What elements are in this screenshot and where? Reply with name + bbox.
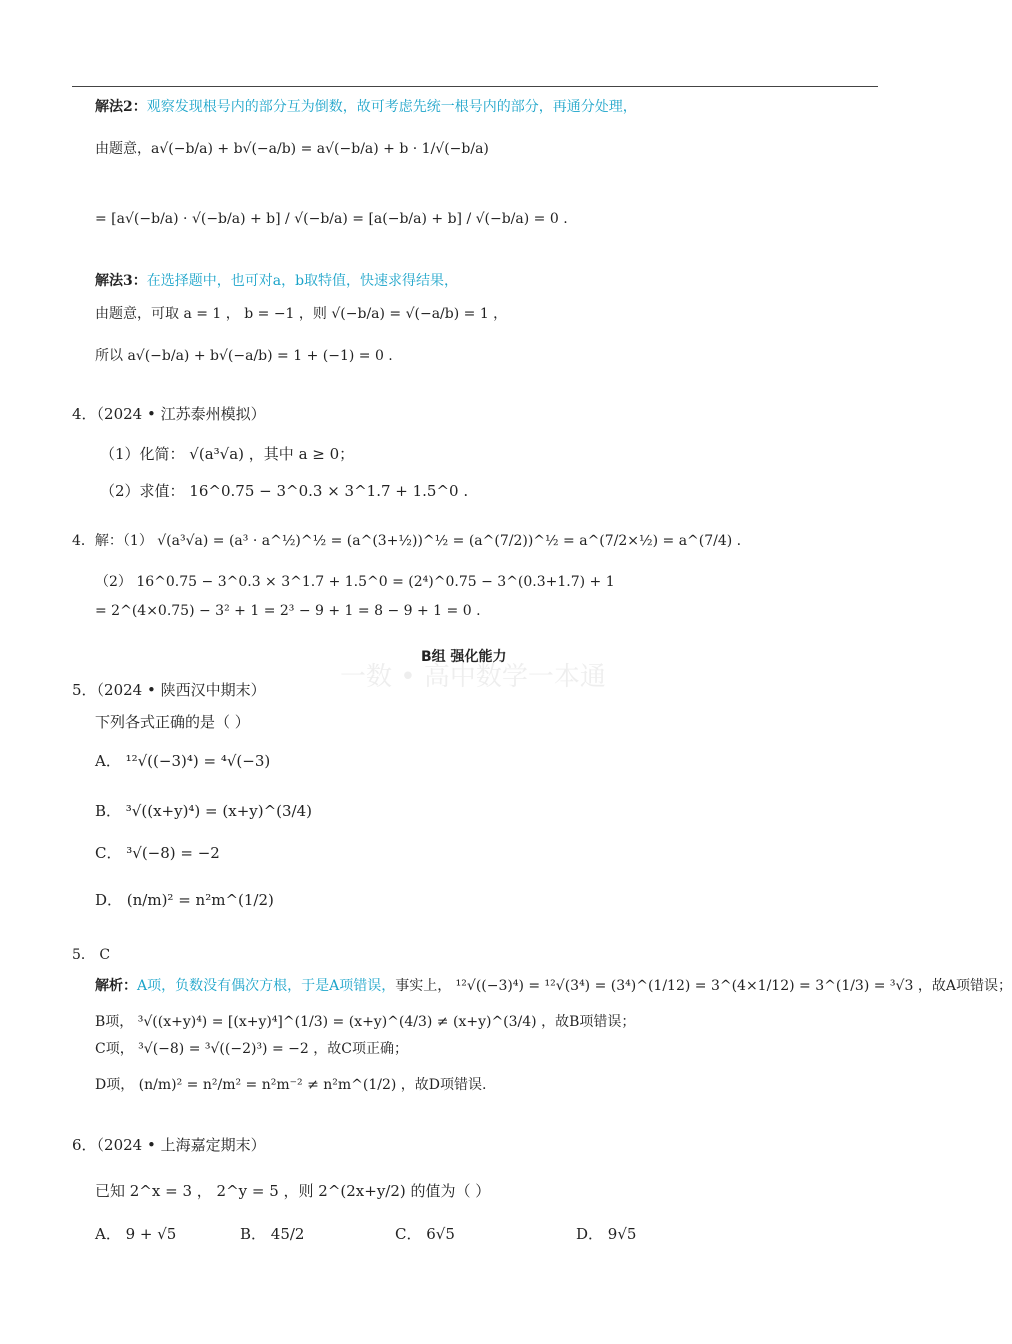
a5-answer: 5． C <box>72 947 111 963</box>
method3-note: 在选择题中，也可对a，b取特值，快速求得结果， <box>146 273 459 289</box>
a4-line3: = 2^(4×0.75) − 3² + 1 = 2³ − 9 + 1 = 8 − 9 + 1 = 0 . <box>95 603 481 619</box>
method3-label: 解法3： <box>95 273 147 289</box>
q4-part1: （1）化简： √(a³√a) ，其中 a ≥ 0； <box>100 445 355 463</box>
a4-line1: 4．解：（1） √(a³√a) = (a³ · a^½)^½ = (a^(3+½))^½ = (a^(7/2))^½ = a^(7/2×½) = a^(7/4) . <box>72 533 742 549</box>
q6-option-b[interactable]: B． 45/2 <box>240 1225 305 1243</box>
header-rule <box>72 86 878 87</box>
a5-a-note: A项，负数没有偶次方根，于是A项错误， <box>137 978 396 994</box>
a5-a-line <box>95 977 1012 995</box>
method3-line1: 由题意，可取 a = 1 ， b = −1 ，则 √(−b/a) = √(−a/b) = 1 ， <box>95 306 508 322</box>
method3-line2: 所以 a√(−b/a) + b√(−a/b) = 1 + (−1) = 0 . <box>95 348 393 364</box>
a4-line2: （2） 16^0.75 − 3^0.3 × 3^1.7 + 1.5^0 = (2⁴)^0.75 − 3^(0.3+1.7) + 1 <box>95 574 615 590</box>
q5-stem: 下列各式正确的是（ ） <box>95 713 250 731</box>
method2-heading <box>95 98 637 116</box>
a5-d-line: D项， (n/m)² = n²/m² = n²m⁻² ≠ n²m^(1/2) ，故D项错误. <box>95 1077 487 1093</box>
method2-line2: = [a√(−b/a) · √(−b/a) + b] / √(−b/a) = [a(−b/a) + b] / √(−b/a) = 0 . <box>95 211 568 227</box>
a5-a-rest: 事实上， ¹²√((−3)⁴) = ¹²√(3⁴) = (3⁴)^(1/12) = 3^(4×1/12) = 3^(1/3) = ³√3 ，故A项错误； <box>395 978 1012 994</box>
q5-option-b[interactable]: B． ³√((x+y)⁴) = (x+y)^(3/4) <box>95 802 313 820</box>
watermark: 一数 • 高中数学一本通 <box>340 662 606 692</box>
a5-c-line: C项， ³√(−8) = ³√((−2)³) = −2 ，故C项正确； <box>95 1041 408 1057</box>
q5-option-c[interactable]: C． ³√(−8) = −2 <box>95 844 220 862</box>
method2-note: 观察发现根号内的部分互为倒数，故可考虑先统一根号内的部分，再通分处理， <box>146 99 637 115</box>
q6-option-c[interactable]: C． 6√5 <box>395 1225 455 1243</box>
q6-stem: 已知 2^x = 3 ， 2^y = 5 ，则 2^(2x+y/2) 的值为（ ） <box>95 1182 491 1200</box>
section-b-title: B组 强化能力 <box>421 649 507 665</box>
q4-header: 4．（2024 • 江苏泰州模拟） <box>72 405 266 423</box>
method3-heading <box>95 272 458 290</box>
q6-header: 6．（2024 • 上海嘉定期末） <box>72 1136 266 1154</box>
method2-label: 解法2： <box>95 99 147 115</box>
a5-b-line: B项， ³√((x+y)⁴) = [(x+y)⁴]^(1/3) = (x+y)^(4/3) ≠ (x+y)^(3/4) ，故B项错误； <box>95 1014 636 1030</box>
q4-part2: （2）求值： 16^0.75 − 3^0.3 × 3^1.7 + 1.5^0 . <box>100 482 469 500</box>
q5-header: 5．（2024 • 陕西汉中期末） <box>72 681 266 699</box>
method2-line1: 由题意，a√(−b/a) + b√(−a/b) = a√(−b/a) + b · 1/√(−b/a) <box>95 141 489 157</box>
q6-option-d[interactable]: D． 9√5 <box>576 1225 637 1243</box>
q5-option-d[interactable]: D． (n/m)² = n²m^(1/2) <box>95 891 274 909</box>
q5-option-a[interactable]: A． ¹²√((−3)⁴) = ⁴√(−3) <box>95 752 271 770</box>
q6-option-a[interactable]: A． 9 + √5 <box>95 1225 177 1243</box>
a5-label: 解析： <box>95 978 137 994</box>
